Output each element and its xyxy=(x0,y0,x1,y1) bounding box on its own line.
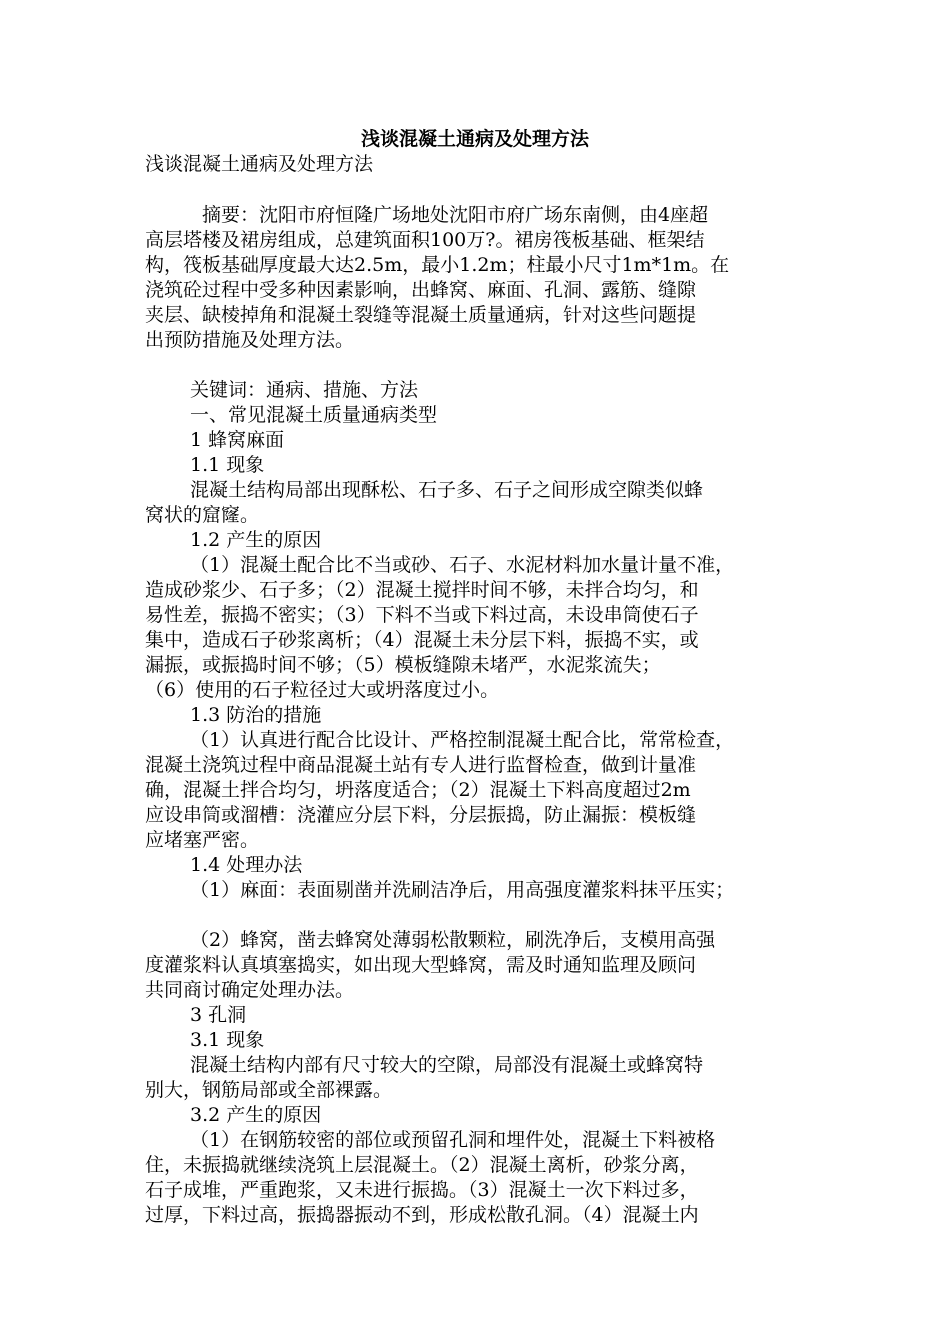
body-line: （1）麻面：表面剔凿并洗刷洁净后，用高强度灌浆料抹平压实； xyxy=(190,879,735,901)
body-line: 混凝土浇筑过程中商品混凝土站有专人进行监督检查，做到计量准 xyxy=(145,754,697,776)
subsection-heading: 1 蜂窝麻面 xyxy=(190,429,285,451)
abstract-line: 高层塔楼及裙房组成，总建筑面积100万?。裙房筏板基础、框架结 xyxy=(145,229,705,251)
body-line: 共同商讨确定处理办法。 xyxy=(145,979,355,1001)
body-line: 过厚，下料过高，振捣器振动不到，形成松散孔洞。（4）混凝土内 xyxy=(145,1204,699,1226)
subsection-heading: 1.1 现象 xyxy=(190,454,265,476)
abstract-line: 出预防措施及处理方法。 xyxy=(145,329,355,351)
subsection-heading: 3 孔洞 xyxy=(190,1004,247,1026)
body-line: （1）混凝土配合比不当或砂、石子、水泥材料加水量计量不准， xyxy=(190,554,735,576)
subsection-heading: 3.1 现象 xyxy=(190,1029,265,1051)
body-line: 集中，造成石子砂浆离析；（4）混凝土未分层下料，振捣不实，或 xyxy=(145,629,699,651)
subtitle-line: 浅谈混凝土通病及处理方法 xyxy=(145,153,374,175)
body-line: 应设串筒或溜槽：浇灌应分层下料，分层振捣，防止漏振：模板缝 xyxy=(145,804,697,826)
body-line: 度灌浆料认真填塞捣实，如出现大型蜂窝，需及时通知监理及顾问 xyxy=(145,954,697,976)
subsection-heading: 1.4 处理办法 xyxy=(190,854,303,876)
abstract-line: 构，筏板基础厚度最大达2.5m，最小1.2m；柱最小尺寸1m*1m。在 xyxy=(145,254,730,276)
body-line: （1）认真进行配合比设计、严格控制混凝土配合比，常常检查， xyxy=(190,729,735,751)
body-line: 漏振，或振捣时间不够；（5）模板缝隙未堵严，水泥浆流失； xyxy=(145,654,661,676)
body-line: 造成砂浆少、石子多；（2）混凝土搅拌时间不够，未拌合均匀，和 xyxy=(145,579,699,601)
subsection-heading: 3.2 产生的原因 xyxy=(190,1104,322,1126)
body-line: 易性差，振捣不密实；（3）下料不当或下料过高，未设串筒使石子 xyxy=(145,604,699,626)
subsection-heading: 1.3 防治的措施 xyxy=(190,704,322,726)
abstract-line: 夹层、缺棱掉角和混凝土裂缝等混凝土质量通病，针对这些问题提 xyxy=(145,304,697,326)
body-line: 确，混凝土拌合均匀，坍落度适合；（2）混凝土下料高度超过2m xyxy=(145,779,691,801)
abstract-line: 浇筑砼过程中受多种因素影响，出蜂窝、麻面、孔洞、露筋、缝隙 xyxy=(145,279,697,301)
body-line: （1）在钢筋较密的部位或预留孔洞和埋件处，混凝土下料被格 xyxy=(190,1129,716,1151)
body-line: （2）蜂窝，凿去蜂窝处薄弱松散颗粒，刷洗净后，支模用高强 xyxy=(190,929,716,951)
keywords-line: 关键词：通病、措施、方法 xyxy=(190,379,419,401)
abstract-line: 摘要：沈阳市府恒隆广场地处沈阳市府广场东南侧，由4座超 xyxy=(202,204,709,226)
section-heading: 一、常见混凝土质量通病类型 xyxy=(190,404,438,426)
document-title: 浅谈混凝土通病及处理方法 xyxy=(360,128,589,150)
body-line: 混凝土结构局部出现酥松、石子多、石子之间形成空隙类似蜂 xyxy=(190,479,704,501)
subsection-heading: 1.2 产生的原因 xyxy=(190,529,322,551)
body-line: （6）使用的石子粒径过大或坍落度过小。 xyxy=(145,679,500,701)
body-line: 窝状的窟窿。 xyxy=(145,504,260,526)
body-line: 石子成堆，严重跑浆，又未进行振捣。（3）混凝土一次下料过多， xyxy=(145,1179,699,1201)
body-line: 别大，钢筋局部或全部裸露。 xyxy=(145,1079,393,1101)
body-line: 住，未振捣就继续浇筑上层混凝土。（2）混凝土离析，砂浆分离， xyxy=(145,1154,699,1176)
body-line: 混凝土结构内部有尺寸较大的空隙，局部没有混凝土或蜂窝特 xyxy=(190,1054,704,1076)
body-line: 应堵塞严密。 xyxy=(145,829,260,851)
